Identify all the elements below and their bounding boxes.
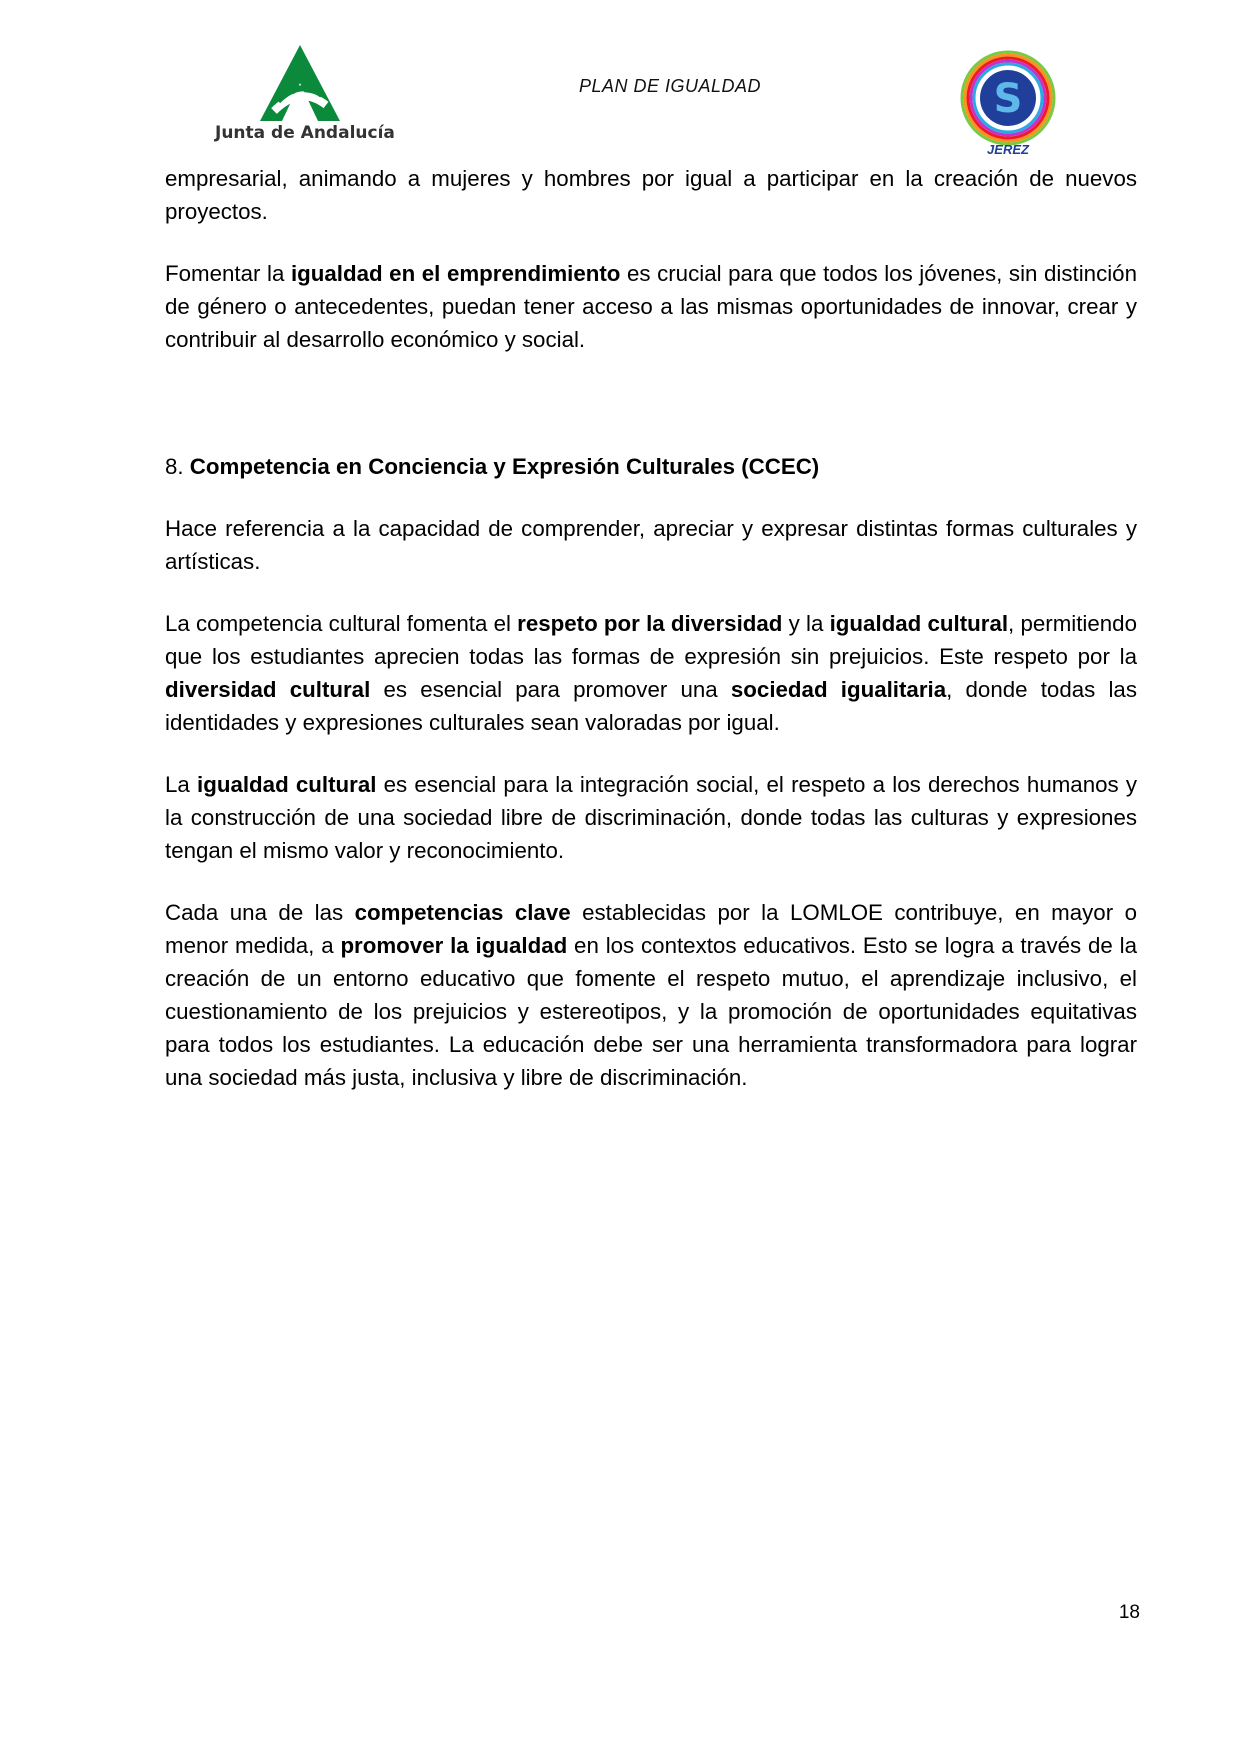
text-run: empresarial, animando a mujeres y hombres por igual a participar en la creación de nuevos proyectos.: [165, 166, 1137, 224]
junta-andalucia-logo: [215, 45, 395, 150]
text-run: Hace referencia a la capacidad de comprender, apreciar y expresar distintas formas culturales y artísticas.: [165, 516, 1137, 574]
bold-text-run: respeto por la diversidad: [517, 611, 783, 636]
school-logo-jerez: JEREZ: [987, 142, 1029, 157]
text-run: y la: [782, 611, 830, 636]
bold-text-run: igualdad cultural: [197, 772, 377, 797]
paragraph: [165, 896, 1137, 1094]
bold-text-run: diversidad cultural: [165, 677, 371, 702]
text-run: es esencial para la integración social, el respeto a los derechos humanos y la construcción de una sociedad libre de discriminación, donde todas las culturas y expresiones tengan el mismo valor y reconocimiento.: [165, 772, 1137, 863]
text-run: La: [165, 772, 198, 797]
ies-fernando-savater-logo-icon: [958, 50, 1058, 146]
junta-andalucia-logo-text: Junta de Andalucía: [215, 123, 395, 143]
paragraph: [165, 607, 1137, 739]
text-run: 8.: [165, 454, 190, 479]
text-run: La competencia cultural fomenta el: [165, 611, 518, 636]
bold-text-run: sociedad igualitaria: [730, 677, 947, 702]
section-heading: [165, 450, 1137, 483]
junta-andalucia-logo-icon: [260, 45, 340, 121]
bold-text-run: igualdad en el emprendimiento: [290, 261, 621, 286]
text-run: Fomentar la: [165, 261, 291, 286]
document-body: [165, 162, 1137, 1123]
text-run: , permitiendo que los estudiantes aprecien todas las formas de expresión sin prejuicios. Este respeto por la: [165, 611, 1137, 669]
paragraph: [165, 162, 1137, 228]
page-number: 18: [1118, 1602, 1140, 1623]
paragraph: [165, 512, 1137, 578]
text-run: es esencial para promover una: [370, 677, 731, 702]
text-run: Cada una de las: [165, 900, 355, 925]
school-logo: [958, 50, 1058, 160]
bold-text-run: igualdad cultural: [829, 611, 1009, 636]
text-run: establecidas por la LOMLOE contribuye, en mayor o menor medida, a: [165, 900, 1137, 958]
text-run: en los contextos educativos. Esto se logra a través de la creación de un entorno educativo que fomente el respeto mutuo, el aprendizaje inclusivo, el cuestionamiento de los prejuicios y estereotipos, y la promoción de oportunidades equitativas para todos los estudiantes. La educación debe ser una herramienta transformadora para lograr una sociedad más justa, inclusiva y libre de discriminación.: [165, 933, 1137, 1090]
bold-text-run: competencias clave: [354, 900, 571, 925]
text-run: es crucial para que todos los jóvenes, sin distinción de género o antecedentes, puedan tener acceso a las mismas oportunidades de innovar, crear y contribuir al desarrollo económico y social.: [165, 261, 1137, 352]
document-header-title: PLAN DE IGUALDAD: [578, 76, 762, 96]
bold-text-run: Competencia en Conciencia y Expresión Culturales (CCEC): [189, 454, 820, 479]
paragraph: [165, 257, 1137, 356]
bold-text-run: promover la igualdad: [340, 933, 568, 958]
paragraph: [165, 768, 1137, 867]
svg-text:S: S: [993, 76, 1023, 122]
page-header: [0, 0, 1241, 165]
text-run: , donde todas las identidades y expresiones culturales sean valoradas por igual.: [165, 677, 1137, 735]
